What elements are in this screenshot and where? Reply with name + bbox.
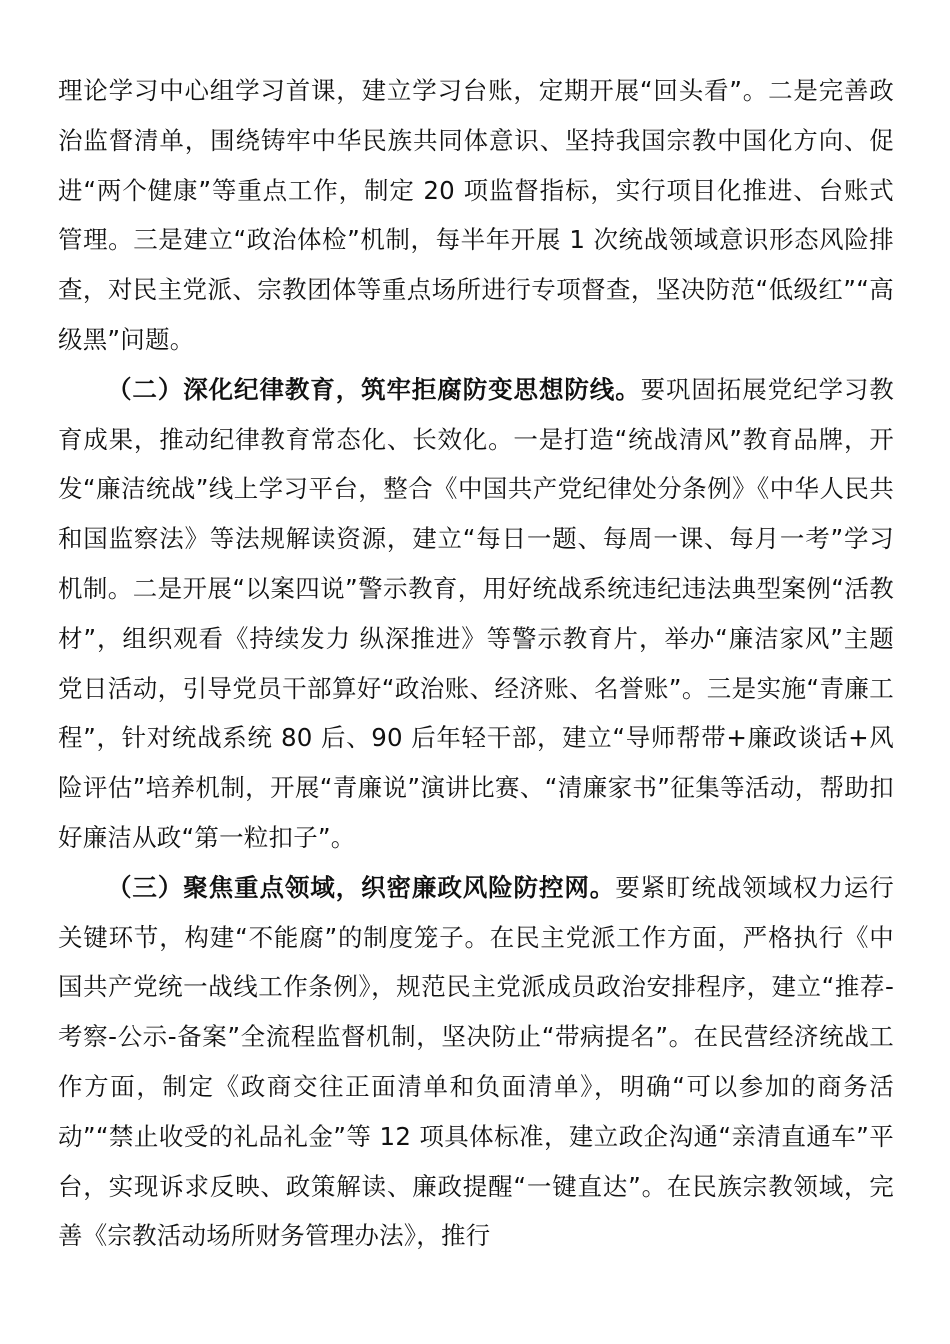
section-heading: （二）深化纪律教育，筑牢拒腐防变思想防线。: [107, 374, 641, 404]
paragraph-section-2: [58, 365, 894, 863]
paragraph-section-3: [58, 863, 894, 1261]
document-page: [58, 66, 894, 1261]
paragraph-body: 理论学习中心组学习首课，建立学习台账，定期开展“回头看”。二是完善政治监督清单，围绕铸牢中华民族共同体意识、坚持我国宗教中国化方向、促进“两个健康”等重点工作，制定 20 项监督指标，实行项目化推进、台账式管理。三是建立“政治体检”机制，每半年开展 1 次统战领域意识形态风险排查，对民主党派、宗教团体等重点场所进行专项督查，坚决防范“低级红”“高级黑”问题。: [58, 76, 894, 354]
paragraph-body: 要紧盯统战领域权力运行关键环节，构建“不能腐”的制度笼子。在民主党派工作方面，严格执行《中国共产党统一战线工作条例》，规范民主党派成员政治安排程序，建立“推荐-考察-公示-备案”全流程监督机制，坚决防止“带病提名”。在民营经济统战工作方面，制定《政商交往正面清单和负面清单》，明确“可以参加的商务活动”“禁止收受的礼品礼金”等 12 项具体标准，建立政企沟通“亲清直通车”平台，实现诉求反映、政策解读、廉政提醒“一键直达”。在民族宗教领域，完善《宗教活动场所财务管理办法》，推行: [58, 872, 895, 1251]
section-heading: （三）聚焦重点领域，织密廉政风险防控网。: [107, 872, 616, 902]
paragraph-body: 要巩固拓展党纪学习教育成果，推动纪律教育常态化、长效化。一是打造“统战清风”教育品牌，开发“廉洁统战”线上学习平台，整合《中国共产党纪律处分条例》《中华人民共和国监察法》等法规解读资源，建立“每日一题、每周一课、每月一考”学习机制。二是开展“以案四说”警示教育，用好统战系统违纪违法典型案例“活教材”，组织观看《持续发力 纵深推进》等警示教育片，举办“廉洁家风”主题党日活动，引导党员干部算好“政治账、经济账、名誉账”。三是实施“青廉工程”，针对统战系统 80 后、90 后年轻干部，建立“导师帮带+廉政谈话+风险评估”培养机制，开展“青廉说”演讲比赛、“清廉家书”征集等活动，帮助扣好廉洁从政“第一粒扣子”。: [58, 374, 894, 852]
paragraph-continuation: [58, 66, 894, 365]
